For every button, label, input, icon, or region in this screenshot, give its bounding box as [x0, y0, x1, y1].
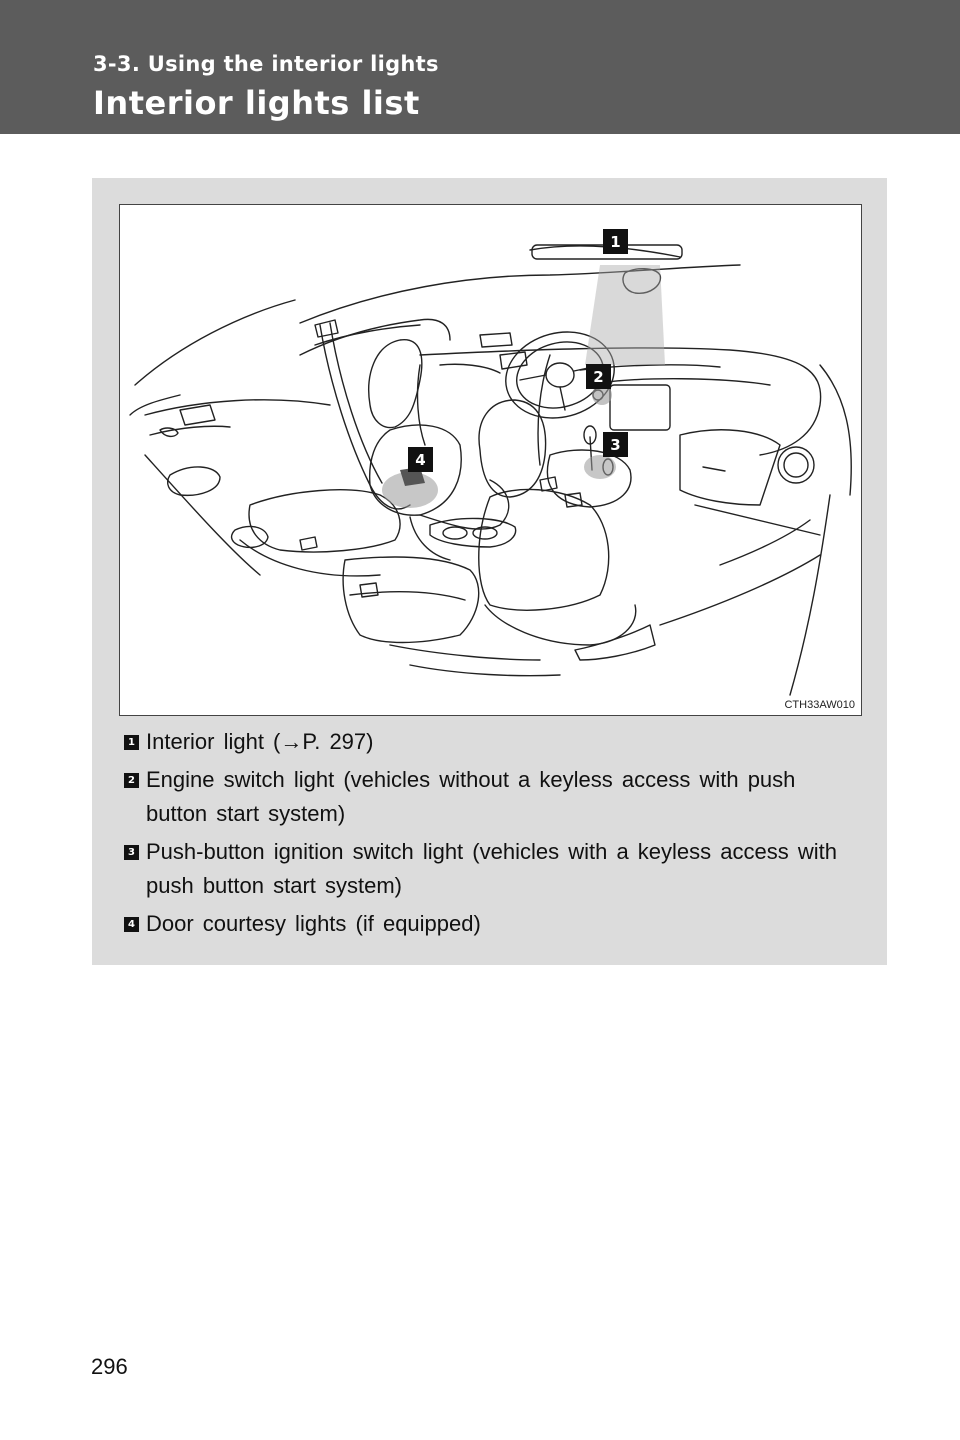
- page-title: Interior lights list: [93, 84, 420, 122]
- legend-item: [124, 907, 864, 941]
- legend-number-4: 4: [124, 917, 139, 932]
- callout-4: 4: [408, 447, 433, 472]
- legend-number-3: 3: [124, 845, 139, 860]
- callout-1: 1: [603, 229, 628, 254]
- legend-text: Engine switch light (vehicles without a keyless access with push button start system): [146, 767, 796, 826]
- legend-item: [124, 763, 864, 831]
- car-interior-illustration: [119, 204, 862, 716]
- legend-number-1: 1: [124, 735, 139, 750]
- callout-2: 2: [586, 364, 611, 389]
- legend-text: Interior light (→P. 297): [146, 729, 374, 754]
- legend-item: [124, 835, 864, 903]
- car-interior-drawing: [120, 205, 861, 715]
- section-label: 3-3. Using the interior lights: [93, 52, 439, 76]
- legend-text: Push-button ignition switch light (vehicles with a keyless access with push button start system): [146, 839, 837, 898]
- legend-text: Door courtesy lights (if equipped): [146, 911, 481, 936]
- legend-list: [124, 725, 864, 945]
- page-header: [0, 0, 960, 134]
- legend-number-2: 2: [124, 773, 139, 788]
- callout-3: 3: [603, 432, 628, 457]
- figure-code: CTH33AW010: [784, 699, 855, 711]
- legend-item: [124, 725, 864, 759]
- page-number: 296: [91, 1354, 128, 1379]
